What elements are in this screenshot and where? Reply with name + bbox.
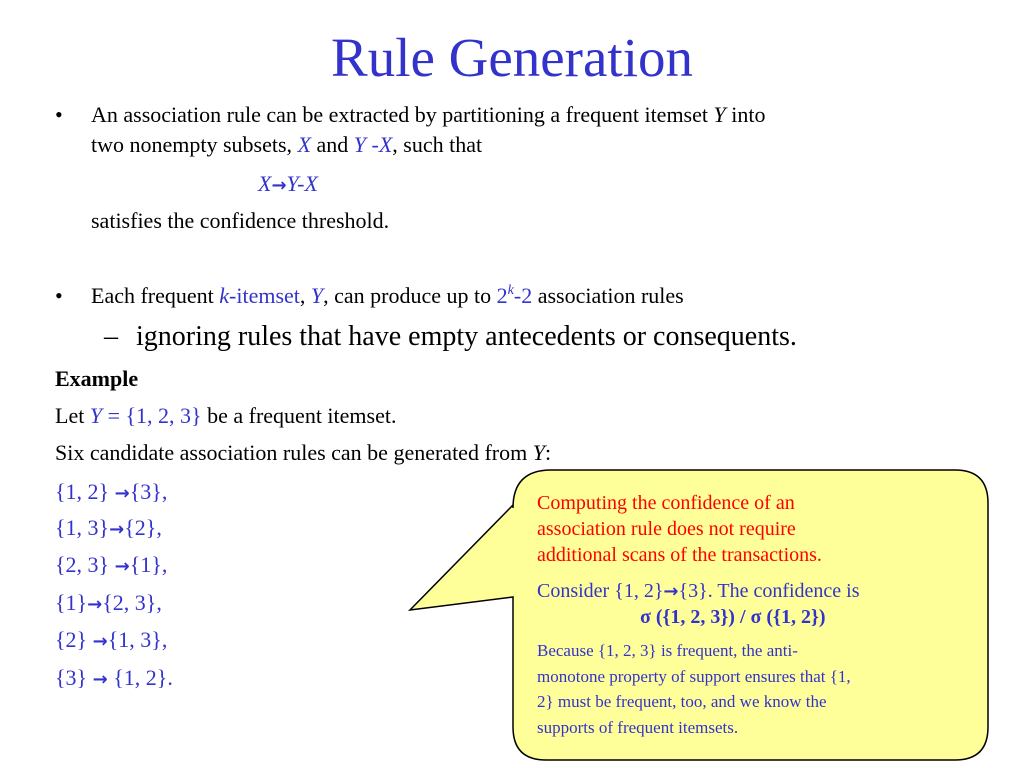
callout-red-line: association rule does not require: [537, 518, 796, 540]
bullet1-line4: satisfies the confidence threshold.: [91, 208, 390, 233]
bullet-marker: •: [55, 102, 63, 127]
bullet1-line2: two nonempty subsets, X and Y -X, such that: [91, 132, 483, 157]
rule-item: {3} → {1, 2}.: [55, 665, 173, 690]
example-heading: Example: [55, 366, 139, 391]
sub-bullet-dash: –: [104, 321, 118, 352]
rule-item: {2} →{1, 3},: [55, 627, 168, 652]
rule-x-to-y-minus-x: X→Y-X: [258, 171, 318, 196]
rule-item: {1, 2} →{3},: [55, 479, 168, 504]
callout-small-line: 2} must be frequent, too, and we know the: [537, 692, 827, 711]
callout-consider-line: Consider {1, 2}→{3}. The confidence is: [537, 580, 860, 602]
example-let-line: Let Y = {1, 2, 3} be a frequent itemset.: [55, 403, 397, 428]
callout-red-line: Computing the confidence of an: [537, 492, 795, 514]
rule-item: {2, 3} →{1},: [55, 552, 168, 577]
callout-small-line: supports of frequent itemsets.: [537, 718, 739, 737]
rule-item: {1, 3}→{2},: [55, 515, 162, 540]
bullet2-text: Each frequent k-itemset, Y, can produce up to 2$^k$-2 association rules: [91, 283, 684, 308]
right-arrow-icon: →: [92, 631, 108, 652]
right-arrow-icon: →: [87, 594, 103, 615]
callout-formula: σ ({1, 2, 3}) / σ ({1, 2}): [640, 606, 826, 628]
right-arrow-icon: →: [271, 175, 287, 196]
callout-small-line: monotone property of support ensures that {1,: [537, 667, 851, 686]
right-arrow-icon: →: [663, 581, 679, 602]
bullet-marker: •: [55, 283, 63, 308]
sub-bullet-text: ignoring rules that have empty antecedents or consequents.: [136, 321, 797, 352]
callout-red-line: additional scans of the transactions.: [537, 544, 822, 566]
right-arrow-icon: →: [114, 556, 130, 577]
right-arrow-icon: →: [109, 519, 125, 540]
rule-item: {1}→{2, 3},: [55, 590, 162, 615]
bullet1-line1: An association rule can be extracted by partitioning a frequent itemset Y into: [91, 102, 766, 127]
example-six-line: Six candidate association rules can be generated from Y:: [55, 440, 552, 465]
right-arrow-icon: →: [92, 669, 108, 690]
callout-small-line: Because {1, 2, 3} is frequent, the anti-: [537, 641, 798, 660]
page-title: Rule Generation: [331, 27, 693, 88]
right-arrow-icon: →: [114, 483, 130, 504]
